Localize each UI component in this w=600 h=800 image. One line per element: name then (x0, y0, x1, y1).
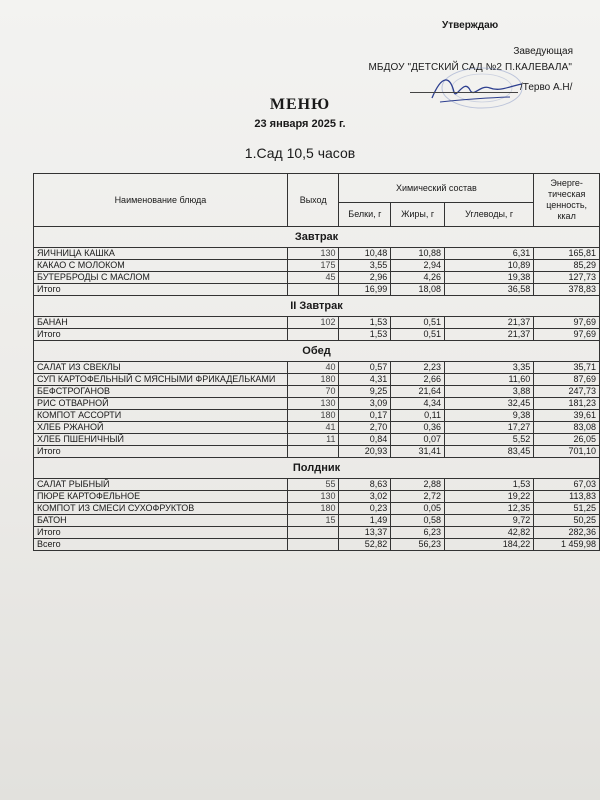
table-row (34, 398, 600, 410)
row-output: 15 (287, 515, 339, 527)
table-row (34, 479, 600, 491)
row-carbs: 36,58 (444, 284, 533, 296)
subtotal-row (34, 527, 600, 539)
row-fat: 31,41 (391, 446, 445, 458)
signer-name: /Терво А.Н/ (520, 82, 573, 93)
row-name: ЯИЧНИЦА КАШКА (34, 248, 288, 260)
row-protein: 52,82 (339, 539, 391, 551)
table-row (34, 260, 600, 272)
header-fat: Жиры, г (391, 203, 445, 227)
row-output: 11 (287, 434, 339, 446)
table-row (34, 272, 600, 284)
row-energy: 165,81 (534, 248, 600, 260)
menu-date: 23 января 2025 г. (254, 118, 346, 130)
row-name: Итого (34, 284, 288, 296)
section-row (34, 296, 600, 317)
row-output: 70 (287, 386, 339, 398)
row-carbs: 3,88 (444, 386, 533, 398)
row-protein: 1,53 (339, 317, 391, 329)
row-output (287, 284, 339, 296)
row-output: 102 (287, 317, 339, 329)
row-fat: 0,07 (391, 434, 445, 446)
row-output: 45 (287, 272, 339, 284)
row-name: Итого (34, 527, 288, 539)
row-energy: 181,23 (534, 398, 600, 410)
table-row (34, 317, 600, 329)
row-protein: 13,37 (339, 527, 391, 539)
table-row (34, 362, 600, 374)
row-carbs: 32,45 (444, 398, 533, 410)
section-row (34, 341, 600, 362)
subtotal-row (34, 329, 600, 341)
row-output: 130 (287, 398, 339, 410)
table-row (34, 422, 600, 434)
row-fat: 2,23 (391, 362, 445, 374)
row-energy: 50,25 (534, 515, 600, 527)
row-name: Всего (34, 539, 288, 551)
total-row (34, 539, 600, 551)
header-protein: Белки, г (339, 203, 391, 227)
row-fat: 4,26 (391, 272, 445, 284)
row-protein: 10,48 (339, 248, 391, 260)
row-carbs: 19,22 (444, 491, 533, 503)
subtotal-row (34, 446, 600, 458)
row-carbs: 12,35 (444, 503, 533, 515)
row-name: КОМПОТ ИЗ СМЕСИ СУХОФРУКТОВ (34, 503, 288, 515)
table-row (34, 386, 600, 398)
row-energy: 378,83 (534, 284, 600, 296)
row-protein: 16,99 (339, 284, 391, 296)
table-row (34, 503, 600, 515)
row-energy: 67,03 (534, 479, 600, 491)
row-protein: 8,63 (339, 479, 391, 491)
row-carbs: 19,38 (444, 272, 533, 284)
row-output (287, 527, 339, 539)
row-carbs: 42,82 (444, 527, 533, 539)
section-title: II Завтрак (34, 296, 600, 317)
subtotal-row (34, 284, 600, 296)
row-output: 130 (287, 248, 339, 260)
row-output: 41 (287, 422, 339, 434)
row-energy: 35,71 (534, 362, 600, 374)
row-fat: 0,58 (391, 515, 445, 527)
row-output: 40 (287, 362, 339, 374)
section-row (34, 227, 600, 248)
row-protein: 20,93 (339, 446, 391, 458)
row-output (287, 329, 339, 341)
row-name: ПЮРЕ КАРТОФЕЛЬНОЕ (34, 491, 288, 503)
row-name: САЛАТ ИЗ СВЕКЛЫ (34, 362, 288, 374)
row-output: 180 (287, 410, 339, 422)
row-output: 175 (287, 260, 339, 272)
menu-table (33, 173, 600, 551)
row-name: КОМПОТ АССОРТИ (34, 410, 288, 422)
row-protein: 0,23 (339, 503, 391, 515)
row-output: 180 (287, 374, 339, 386)
row-fat: 10,88 (391, 248, 445, 260)
section-title: Полдник (34, 458, 600, 479)
row-energy: 247,73 (534, 386, 600, 398)
row-energy: 83,08 (534, 422, 600, 434)
section-title: Завтрак (34, 227, 600, 248)
row-name: ХЛЕБ РЖАНОЙ (34, 422, 288, 434)
row-energy: 26,05 (534, 434, 600, 446)
row-output (287, 539, 339, 551)
row-carbs: 5,52 (444, 434, 533, 446)
row-fat: 0,51 (391, 317, 445, 329)
row-fat: 0,36 (391, 422, 445, 434)
row-fat: 2,88 (391, 479, 445, 491)
row-fat: 2,72 (391, 491, 445, 503)
row-name: СУП КАРТОФЕЛЬНЫЙ С МЯСНЫМИ ФРИКАДЕЛЬКАМИ (34, 374, 288, 386)
row-energy: 701,10 (534, 446, 600, 458)
header-output: Выход (287, 174, 339, 227)
row-carbs: 21,37 (444, 317, 533, 329)
row-carbs: 11,60 (444, 374, 533, 386)
row-carbs: 83,45 (444, 446, 533, 458)
row-fat: 21,64 (391, 386, 445, 398)
row-protein: 1,49 (339, 515, 391, 527)
row-energy: 87,69 (534, 374, 600, 386)
page-title: МЕНЮ (269, 96, 331, 113)
row-fat: 2,94 (391, 260, 445, 272)
row-protein: 0,57 (339, 362, 391, 374)
row-name: БЕФСТРОГАНОВ (34, 386, 288, 398)
row-energy: 85,29 (534, 260, 600, 272)
header-energy: Энерге-тическая ценность, ккал (534, 174, 600, 227)
row-carbs: 3,35 (444, 362, 533, 374)
row-protein: 3,55 (339, 260, 391, 272)
row-energy: 97,69 (534, 317, 600, 329)
row-carbs: 21,37 (444, 329, 533, 341)
section-title: Обед (34, 341, 600, 362)
head-title: Заведующая (513, 46, 573, 57)
header-name: Наименование блюда (34, 174, 288, 227)
row-energy: 51,25 (534, 503, 600, 515)
row-energy: 97,69 (534, 329, 600, 341)
table-row (34, 491, 600, 503)
row-carbs: 17,27 (444, 422, 533, 434)
row-protein: 3,02 (339, 491, 391, 503)
table-row (34, 248, 600, 260)
row-name: БУТЕРБРОДЫ С МАСЛОМ (34, 272, 288, 284)
row-name: ХЛЕБ ПШЕНИЧНЫЙ (34, 434, 288, 446)
row-carbs: 9,72 (444, 515, 533, 527)
row-name: БАТОН (34, 515, 288, 527)
row-fat: 18,08 (391, 284, 445, 296)
row-fat: 4,34 (391, 398, 445, 410)
row-protein: 4,31 (339, 374, 391, 386)
row-output (287, 446, 339, 458)
row-fat: 0,51 (391, 329, 445, 341)
table-row (34, 515, 600, 527)
header-chem: Химический состав (339, 174, 534, 203)
row-energy: 1 459,98 (534, 539, 600, 551)
row-protein: 1,53 (339, 329, 391, 341)
approve-label: Утверждаю (442, 20, 499, 31)
row-fat: 6,23 (391, 527, 445, 539)
row-carbs: 10,89 (444, 260, 533, 272)
row-protein: 2,70 (339, 422, 391, 434)
row-carbs: 1,53 (444, 479, 533, 491)
row-output: 180 (287, 503, 339, 515)
row-protein: 0,84 (339, 434, 391, 446)
row-energy: 39,61 (534, 410, 600, 422)
row-protein: 0,17 (339, 410, 391, 422)
row-output: 130 (287, 491, 339, 503)
row-energy: 127,73 (534, 272, 600, 284)
row-name: Итого (34, 446, 288, 458)
row-name: КАКАО С МОЛОКОМ (34, 260, 288, 272)
row-fat: 56,23 (391, 539, 445, 551)
section-row (34, 458, 600, 479)
organization-name: МБДОУ "ДЕТСКИЙ САД №2 П.КАЛЕВАЛА" (368, 62, 572, 73)
row-protein: 2,96 (339, 272, 391, 284)
table-row (34, 374, 600, 386)
row-name: БАНАН (34, 317, 288, 329)
header-carbs: Углеводы, г (444, 203, 533, 227)
row-output: 55 (287, 479, 339, 491)
row-fat: 0,05 (391, 503, 445, 515)
row-name: САЛАТ РЫБНЫЙ (34, 479, 288, 491)
row-carbs: 184,22 (444, 539, 533, 551)
row-protein: 3,09 (339, 398, 391, 410)
row-name: Итого (34, 329, 288, 341)
row-fat: 0,11 (391, 410, 445, 422)
row-fat: 2,66 (391, 374, 445, 386)
signature-line (410, 92, 518, 93)
menu-table-body (34, 227, 600, 551)
table-row (34, 410, 600, 422)
menu-subtitle: 1.Сад 10,5 часов (244, 145, 356, 161)
row-carbs: 6,31 (444, 248, 533, 260)
row-energy: 282,36 (534, 527, 600, 539)
row-protein: 9,25 (339, 386, 391, 398)
table-row (34, 434, 600, 446)
row-energy: 113,83 (534, 491, 600, 503)
row-carbs: 9,38 (444, 410, 533, 422)
row-name: РИС ОТВАРНОЙ (34, 398, 288, 410)
